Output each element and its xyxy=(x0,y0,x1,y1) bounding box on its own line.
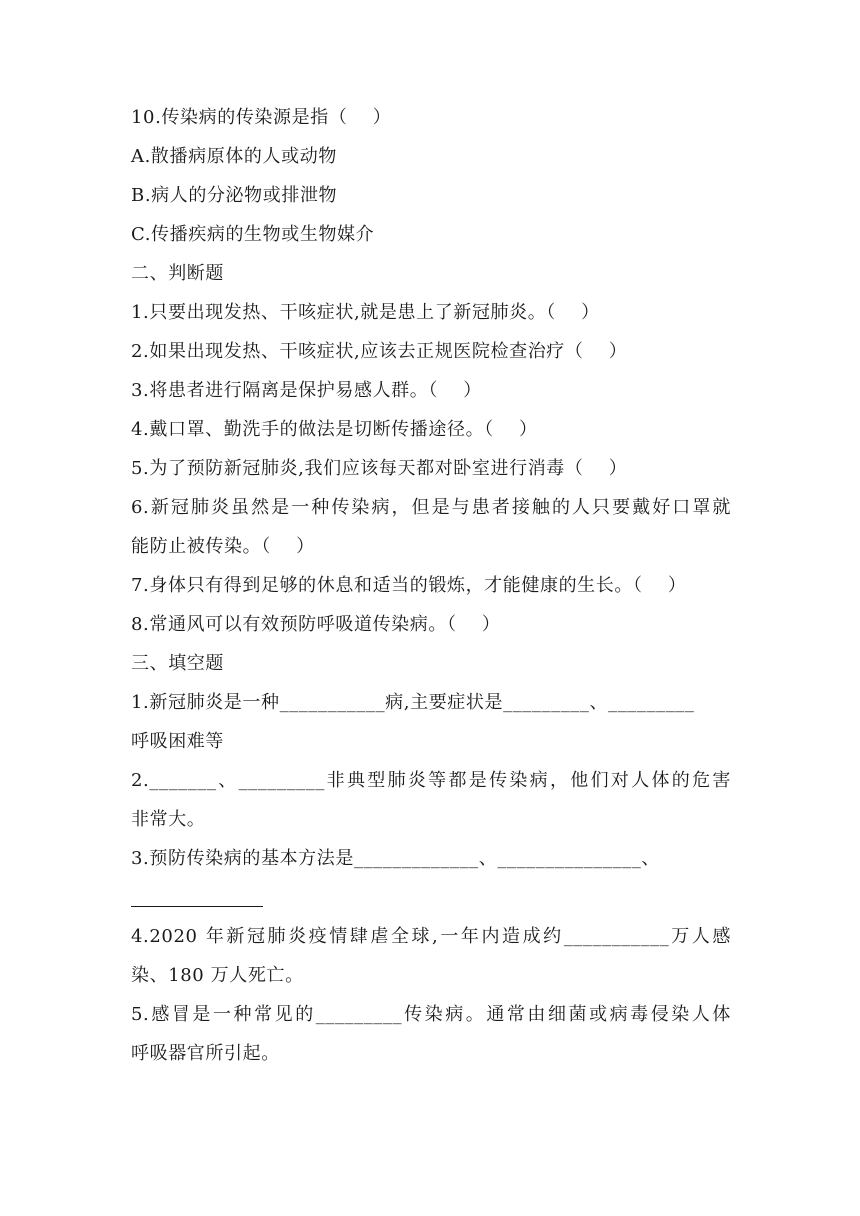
option-a: A.散播病原体的人或动物 xyxy=(131,146,337,167)
section-heading-judgement: 二、判断题 xyxy=(131,263,224,284)
judgement-3: 3.将患者进行隔离是保护易感人群。（ ） xyxy=(131,380,482,401)
section-heading-fill-blank: 三、填空题 xyxy=(131,653,224,674)
fill-1-line-1: 1.新冠肺炎是一种___________病,主要症状是_________、_________ xyxy=(131,692,695,713)
judgement-6-line-2: 能防止被传染。（ ） xyxy=(131,536,315,557)
judgement-7: 7.身体只有得到足够的休息和适当的锻炼，才能健康的生长。（ ） xyxy=(131,575,687,596)
judgement-2: 2.如果出现发热、干咳症状,应该去正规医院检查治疗（ ） xyxy=(131,341,628,362)
fill-5-line-2: 呼吸器官所引起。 xyxy=(131,1043,280,1064)
judgement-1: 1.只要出现发热、干咳症状,就是患上了新冠肺炎。（ ） xyxy=(131,302,600,323)
fill-5-line-1: 5.感冒是一种常见的_________传染病。通常由细菌或病毒侵染人体 xyxy=(131,1004,731,1025)
fill-3-line-1: 3.预防传染病的基本方法是_____________、_______________、 xyxy=(131,848,660,869)
worksheet-page xyxy=(131,98,731,1073)
judgement-8: 8.常通风可以有效预防呼吸道传染病。（ ） xyxy=(131,614,501,635)
fill-4-line-2: 染、180 万人死亡。 xyxy=(131,965,304,986)
fill-2-line-1: 2._______、_________非典型肺炎等都是传染病，他们对人体的危害 xyxy=(131,770,731,791)
judgement-5: 5.为了预防新冠肺炎,我们应该每天都对卧室进行消毒（ ） xyxy=(131,458,628,479)
fill-2-line-2: 非常大。 xyxy=(131,809,206,830)
question-10: 10.传染病的传染源是指（ ） xyxy=(131,107,392,128)
fill-1-line-2: 呼吸困难等 xyxy=(131,731,224,752)
judgement-4: 4.戴口罩、勤洗手的做法是切断传播途径。（ ） xyxy=(131,419,538,440)
fill-3-answer-blank xyxy=(131,878,731,917)
answer-underline xyxy=(131,906,263,907)
fill-4-line-1: 4.2020 年新冠肺炎疫情肆虐全球,一年内造成约___________万人感 xyxy=(131,926,731,947)
option-b: B.病人的分泌物或排泄物 xyxy=(131,185,338,206)
judgement-6-line-1: 6.新冠肺炎虽然是一种传染病，但是与患者接触的人只要戴好口罩就 xyxy=(131,497,731,518)
option-c: C.传播疾病的生物或生物媒介 xyxy=(131,224,375,245)
